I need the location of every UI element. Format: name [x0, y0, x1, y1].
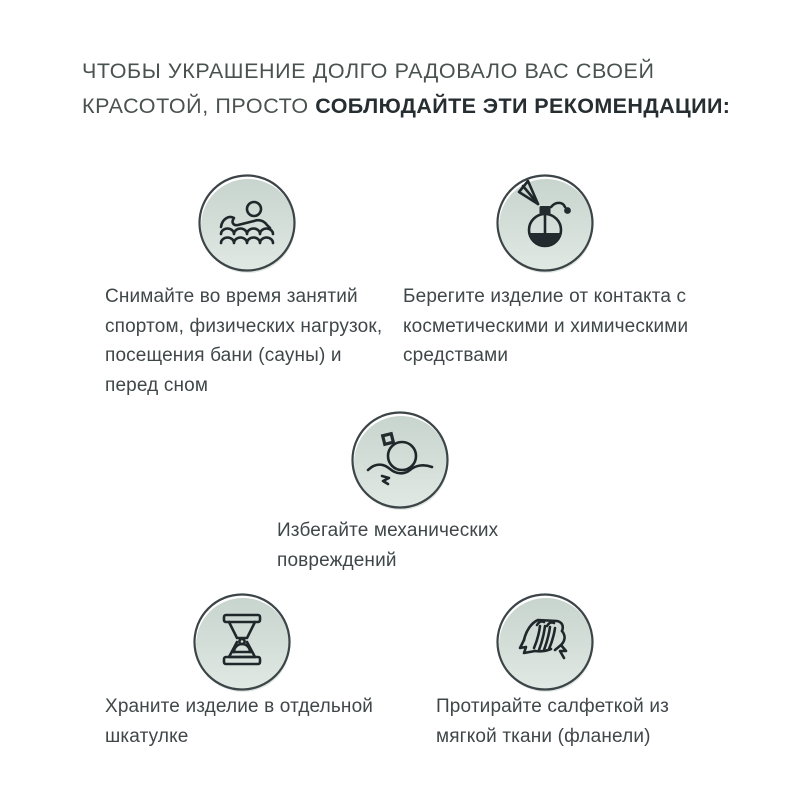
recommendation-text-wipe: Протирайте салфеткой из мягкой ткани (фланели): [436, 696, 669, 747]
recommendation-text-cosmetics: Берегите изделие от контакта с косметическими и химическими средствами: [403, 286, 689, 366]
title-line2-regular: КРАСОТОЙ, ПРОСТО: [82, 94, 316, 118]
perfume-atomizer-icon: [493, 171, 597, 275]
recommendation-text-sport: Снимайте во время занятий спортом, физических нагрузок, посещения бани (сауны) и перед сном: [105, 286, 383, 396]
polishing-cloth-icon: [493, 590, 597, 694]
ring-box-icon: [190, 590, 294, 694]
title-line2-bold: СОБЛЮДАЙТЕ ЭТИ РЕКОМЕНДАЦИИ:: [315, 94, 731, 118]
scratched-ring-icon: [348, 408, 452, 512]
swimmer-icon: [195, 171, 299, 275]
recommendation-text-storage: Храните изделие в отдельной шкатулке: [105, 696, 374, 747]
recommendation-text-mechanical: Избегайте механических повреждений: [277, 520, 499, 571]
title-line1: ЧТОБЫ УКРАШЕНИЕ ДОЛГО РАДОВАЛО ВАС СВОЕЙ: [82, 59, 655, 83]
page-title: [82, 54, 747, 124]
